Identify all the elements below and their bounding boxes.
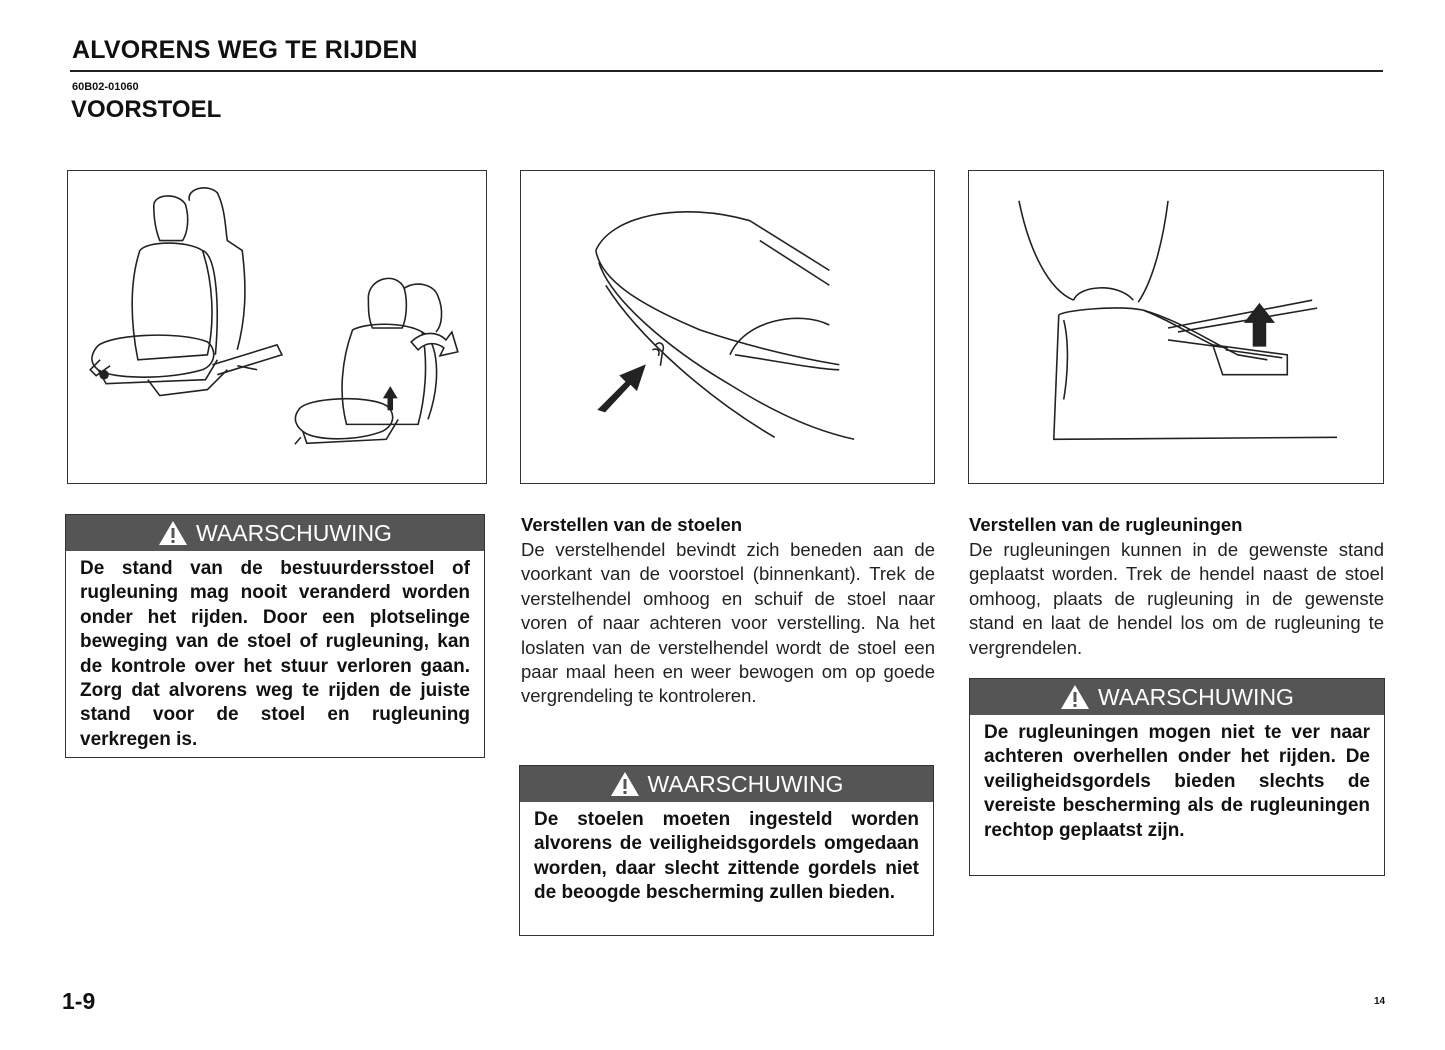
figure-front-seats [67,170,487,484]
page-number: 1-9 [62,988,96,1014]
warning-box-seat-driving [65,514,485,758]
text-adjust-backrests: De rugleuningen kunnen in de gewenste stand geplaatst worden. Trek de hendel naast de stoel omhoog, plaats de rugleuning in de gewenste stand en laat de hendel los om de rugleuning te vergrendelen. [969,539,1384,658]
warning-label: WAARSCHUWING [647,770,844,797]
warning-header [520,766,933,802]
heading-adjust-backrests: Verstellen van de rugleuningen [969,514,1243,535]
figure-recline-lever [968,170,1384,484]
header-rule [70,70,1383,72]
seat-lever-illustration [521,171,934,483]
warning-header [970,679,1384,715]
warning-label: WAARSCHUWING [1098,683,1294,710]
recline-lever-illustration [969,171,1383,483]
warning-text: De rugleuningen mogen niet te ver naar achteren overhellen onder het rijden. De veiligheidsgordels bieden slechts de vereiste bescherming als de rugleuningen rechtop geplaatst zijn. [984,722,1370,841]
document-code: 60B02-01060 [72,81,139,93]
warning-triangle-icon [610,771,640,797]
warning-triangle-icon [1060,684,1090,710]
warning-text: De stoelen moeten ingesteld worden alvorens de veiligheidsgordels omgedaan worden, daar slecht zittende gordels niet de beoogde bescherming zullen bieden. [534,809,919,904]
warning-triangle-icon [158,520,188,546]
warning-header [66,515,484,551]
warning-label: WAARSCHUWING [196,519,392,546]
warning-box-backrests [969,678,1385,876]
figure-seat-adjust-lever [520,170,935,484]
page-header-title: ALVORENS WEG TE RIJDEN [72,36,418,64]
heading-adjust-seats: Verstellen van de stoelen [521,514,743,535]
warning-box-seatbelts [519,765,934,936]
text-adjust-seats: De verstelhendel bevindt zich beneden aan de voorkant van de voorstoel (binnenkant). Trek de verstelhendel omhoog en schuif de stoel naar voren of naar achteren voor verstelling. Na het loslaten van de verstelhendel wordt de stoel een paar maal heen en weer bewogen om op goede vergrendeling te kontroleren. [521,539,935,707]
section-title: VOORSTOEL [71,96,222,123]
warning-text: De stand van de bestuurdersstoel of rugleuning mag nooit veranderd worden onder het rijden. Door een plotselinge beweging van de stoel of rugleuning, kan de kontrole over het stuur verloren gaan. Zorg dat alvorens weg te rijden de juiste stand voor de stoel en rugleuning verkregen is. [80,558,470,750]
seats-illustration [68,171,486,483]
page-count: 14 [1374,996,1386,1007]
